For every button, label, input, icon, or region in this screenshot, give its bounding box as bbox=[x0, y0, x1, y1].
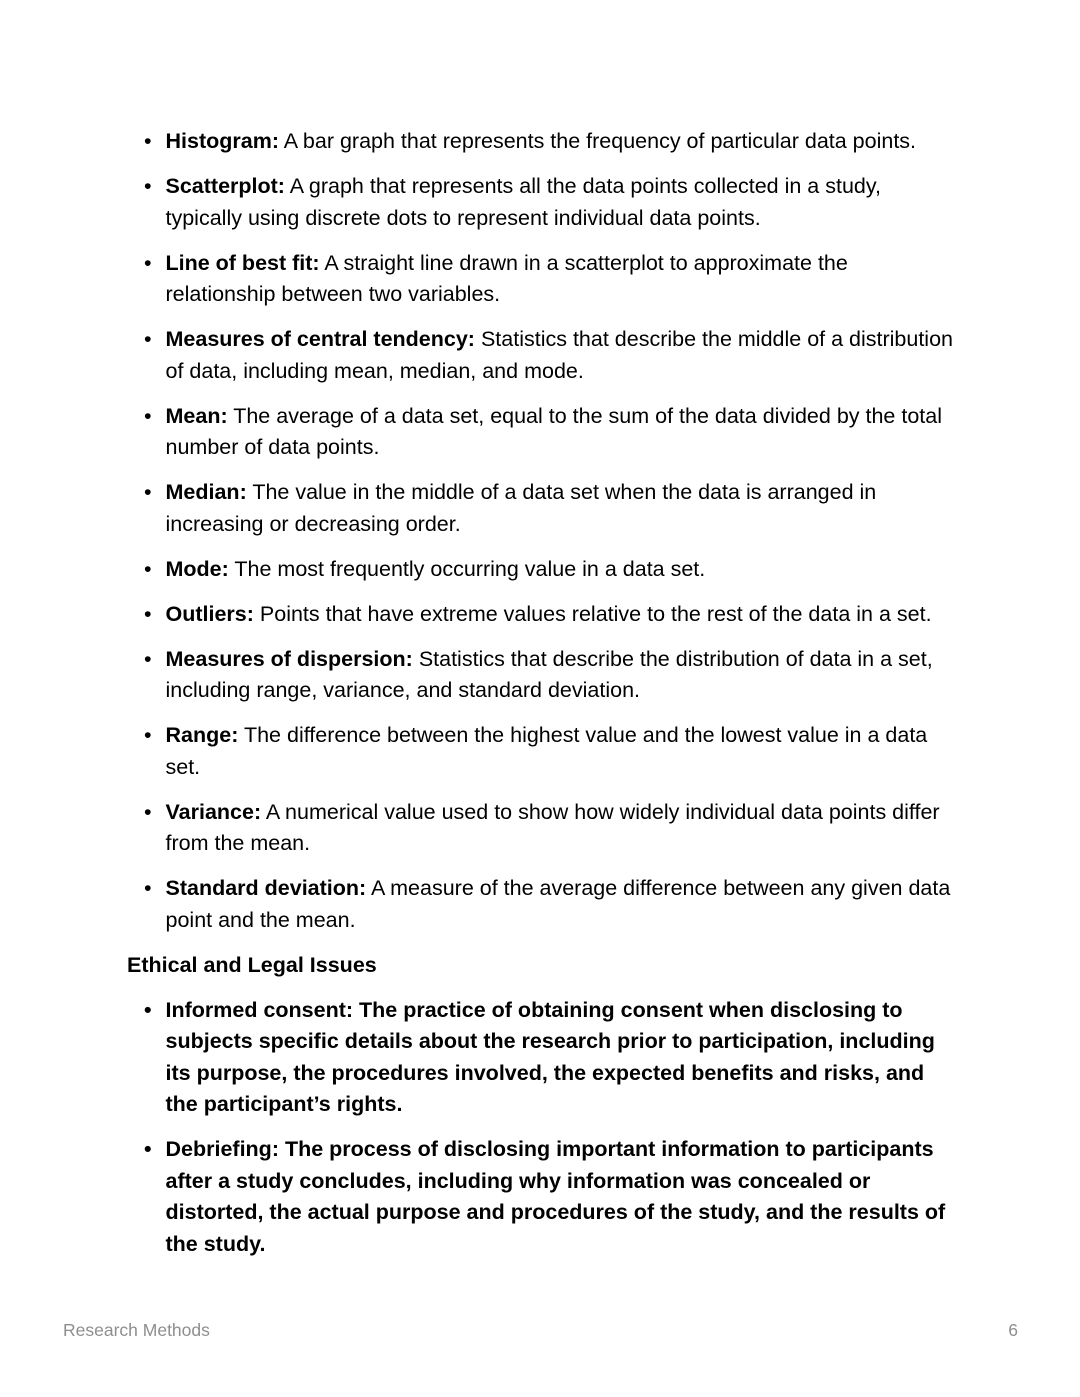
term-label: Median: bbox=[165, 480, 247, 504]
term-label: Measures of central tendency: bbox=[165, 327, 475, 351]
page-number: 6 bbox=[1008, 1320, 1018, 1340]
term-definition: The most frequently occurring value in a data set. bbox=[234, 556, 706, 581]
term-label: Standard deviation: bbox=[165, 876, 367, 900]
term-label: Histogram: bbox=[165, 129, 279, 153]
term-definition: The average of a data set, equal to the sum of the data divided by the total number of data points. bbox=[165, 403, 942, 459]
glossary-list bbox=[127, 126, 954, 936]
term-item-measures-of-central-tendency bbox=[127, 324, 954, 387]
term-item-measures-of-dispersion bbox=[127, 644, 954, 707]
term-definition: Statistics that describe the distribution of data in a set, including range, variance, and standard deviation. bbox=[165, 646, 933, 702]
term-item-debriefing bbox=[127, 1134, 954, 1260]
term-definition: A straight line drawn in a scatterplot to approximate the relationship between two variables. bbox=[165, 250, 848, 306]
term-item-informed-consent bbox=[127, 995, 954, 1121]
term-label: Mean: bbox=[165, 403, 228, 428]
term-definition: The difference between the highest value and the lowest value in a data set. bbox=[165, 723, 928, 779]
term-label: Mode: bbox=[165, 556, 229, 581]
term-definition: The practice of obtaining consent when disclosing to subjects specific details about the research prior to participation, including its purpose, the procedures involved, the expected benefits and risks, and the participant’s rights. bbox=[165, 997, 935, 1116]
term-definition: A numerical value used to show how widely individual data points differ from the mean. bbox=[165, 799, 940, 855]
term-item-mode bbox=[127, 554, 954, 586]
term-item-range bbox=[127, 720, 954, 783]
term-item-mean bbox=[127, 401, 954, 464]
term-item-standard-deviation bbox=[127, 873, 954, 936]
term-label: Range: bbox=[165, 723, 239, 747]
term-label: Scatterplot: bbox=[165, 174, 285, 198]
term-label: Line of best fit: bbox=[165, 250, 320, 275]
term-label: Debriefing: bbox=[165, 1137, 279, 1161]
ethics-list bbox=[127, 995, 954, 1261]
term-item-line-of-best-fit bbox=[127, 248, 954, 311]
term-definition: The value in the middle of a data set when the data is arranged in increasing or decreasing order. bbox=[165, 480, 877, 536]
term-definition: A bar graph that represents the frequency of particular data points. bbox=[283, 129, 917, 153]
term-item-outliers bbox=[127, 599, 954, 631]
term-item-histogram bbox=[127, 126, 954, 158]
term-definition: Points that have extreme values relative to the rest of the data in a set. bbox=[259, 601, 932, 626]
document-content bbox=[127, 126, 954, 1274]
term-item-median bbox=[127, 477, 954, 540]
term-label: Variance: bbox=[165, 799, 262, 824]
section-heading: Ethical and Legal Issues bbox=[127, 952, 377, 977]
term-definition: The process of disclosing important information to participants after a study concludes, including why information was concealed or distorted, the actual purpose and procedures of the study, and the results of the study. bbox=[165, 1137, 946, 1256]
term-definition: A measure of the average difference between any given data point and the mean. bbox=[165, 876, 951, 932]
term-item-scatterplot bbox=[127, 171, 954, 234]
term-label: Outliers: bbox=[165, 601, 254, 626]
term-label: Informed consent: bbox=[165, 997, 354, 1022]
term-item-variance bbox=[127, 797, 954, 860]
footer-title: Research Methods bbox=[63, 1320, 210, 1340]
term-label: Measures of dispersion: bbox=[165, 646, 413, 671]
term-definition: A graph that represents all the data points collected in a study, typically using discrete dots to represent individual data points. bbox=[165, 174, 881, 230]
page-footer bbox=[63, 1319, 1018, 1341]
term-definition: Statistics that describe the middle of a distribution of data, including mean, median, and mode. bbox=[165, 327, 953, 383]
